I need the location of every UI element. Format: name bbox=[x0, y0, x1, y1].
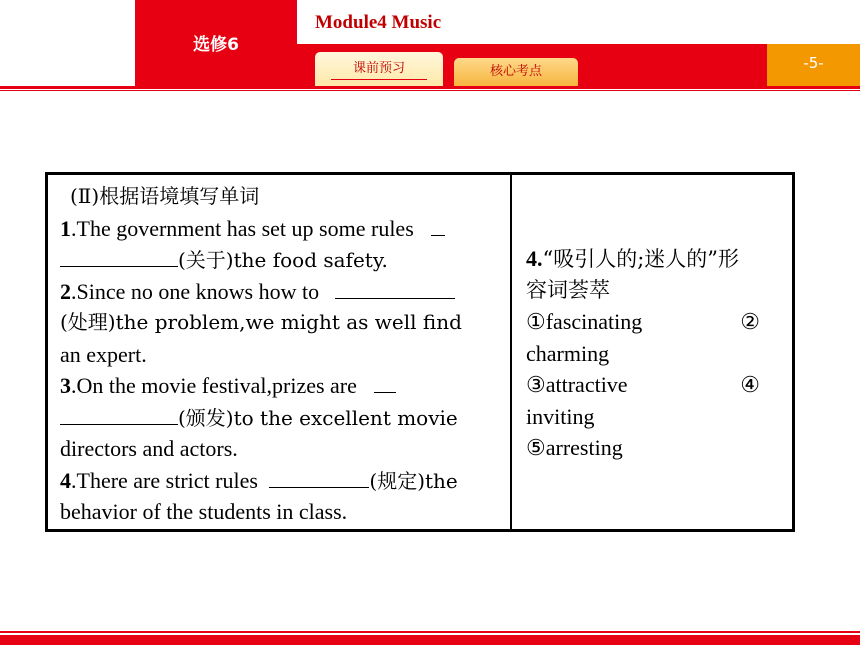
footer-rule-thin bbox=[0, 631, 860, 633]
synonym-word: fascinating bbox=[545, 309, 643, 334]
synonym-marker: ② bbox=[740, 309, 760, 334]
tab-key-points[interactable] bbox=[454, 58, 578, 86]
exercise-heading: (Ⅱ)根据语境填写单词 bbox=[70, 184, 260, 208]
exercise-item-2-line-3: an expert. bbox=[60, 341, 147, 367]
synonym-marker: ① bbox=[526, 309, 546, 334]
synonym-row bbox=[526, 369, 782, 401]
exercise-item-3-line-1 bbox=[60, 370, 500, 402]
item-text: .On the movie festival,prizes are bbox=[71, 373, 357, 398]
synonym-column bbox=[514, 175, 792, 529]
answer-blank[interactable] bbox=[431, 218, 445, 236]
section-label: 选修6 bbox=[193, 35, 239, 55]
item-number: 2 bbox=[60, 278, 71, 304]
synonym-marker: ③ bbox=[526, 372, 546, 397]
tab-key-points-label: 核心考点 bbox=[489, 64, 542, 79]
header-rule bbox=[0, 86, 860, 89]
synonym-title: “吸引人的;迷人的”形 bbox=[542, 247, 740, 271]
tab-preview-label: 课前预习 bbox=[352, 61, 405, 76]
synonym-word: charming bbox=[526, 340, 610, 366]
exercise-item-3-line-3: directors and actors. bbox=[60, 436, 238, 461]
item-number: 1 bbox=[60, 215, 71, 241]
synonym-marker: ⑤ bbox=[526, 435, 546, 460]
exercise-item-2-line-2: (处理)the problem,we might as well find bbox=[60, 310, 462, 334]
synonym-title-line-1 bbox=[526, 243, 782, 275]
header-left-blank bbox=[0, 0, 135, 86]
exercise-item-3-line-2 bbox=[60, 402, 500, 434]
synonym-row bbox=[526, 306, 782, 338]
synonym-row bbox=[526, 432, 782, 464]
synonym-word: inviting bbox=[526, 403, 595, 429]
synonym-title-number: 4. bbox=[526, 246, 543, 271]
item-text: .The government has set up some rules bbox=[71, 215, 414, 241]
answer-blank[interactable] bbox=[269, 470, 369, 488]
answer-blank[interactable] bbox=[335, 281, 455, 299]
item-text: (规定)the bbox=[369, 468, 458, 493]
synonym-row bbox=[526, 401, 782, 433]
item-text: (颁发)to the excellent movie bbox=[178, 405, 458, 430]
answer-blank[interactable] bbox=[374, 375, 396, 393]
exercise-item-4-line-1 bbox=[60, 465, 500, 497]
item-text: (关于)the food safety. bbox=[178, 248, 388, 272]
section-label-block bbox=[135, 0, 297, 86]
footer-rule bbox=[0, 635, 860, 645]
answer-blank[interactable] bbox=[60, 249, 178, 267]
item-number: 3 bbox=[60, 373, 71, 398]
synonym-marker: ④ bbox=[740, 372, 760, 397]
synonym-word: attractive bbox=[545, 372, 628, 397]
synonym-title-line-2: 容词荟萃 bbox=[526, 277, 610, 302]
synonym-word: arresting bbox=[545, 435, 623, 460]
module-title: Module4 Music bbox=[315, 12, 442, 33]
tab-underline bbox=[331, 79, 427, 80]
item-text: .Since no one knows how to bbox=[71, 278, 320, 304]
exercise-item-1-line-2 bbox=[60, 244, 500, 276]
exercise-table bbox=[45, 172, 795, 532]
tab-preview[interactable] bbox=[315, 52, 443, 86]
header-rule-thin bbox=[0, 90, 860, 91]
exercise-item-2-line-1 bbox=[60, 276, 500, 308]
synonym-row bbox=[526, 338, 782, 370]
page-number: -5- bbox=[803, 54, 824, 72]
exercise-item-1-line-1 bbox=[60, 213, 500, 245]
exercise-column bbox=[48, 175, 512, 529]
exercise-item-4-line-2: behavior of the students in class. bbox=[60, 499, 348, 524]
item-number: 4 bbox=[60, 467, 71, 493]
answer-blank[interactable] bbox=[60, 407, 178, 425]
item-text: .There are strict rules bbox=[71, 467, 258, 493]
page-number-block bbox=[767, 44, 860, 86]
